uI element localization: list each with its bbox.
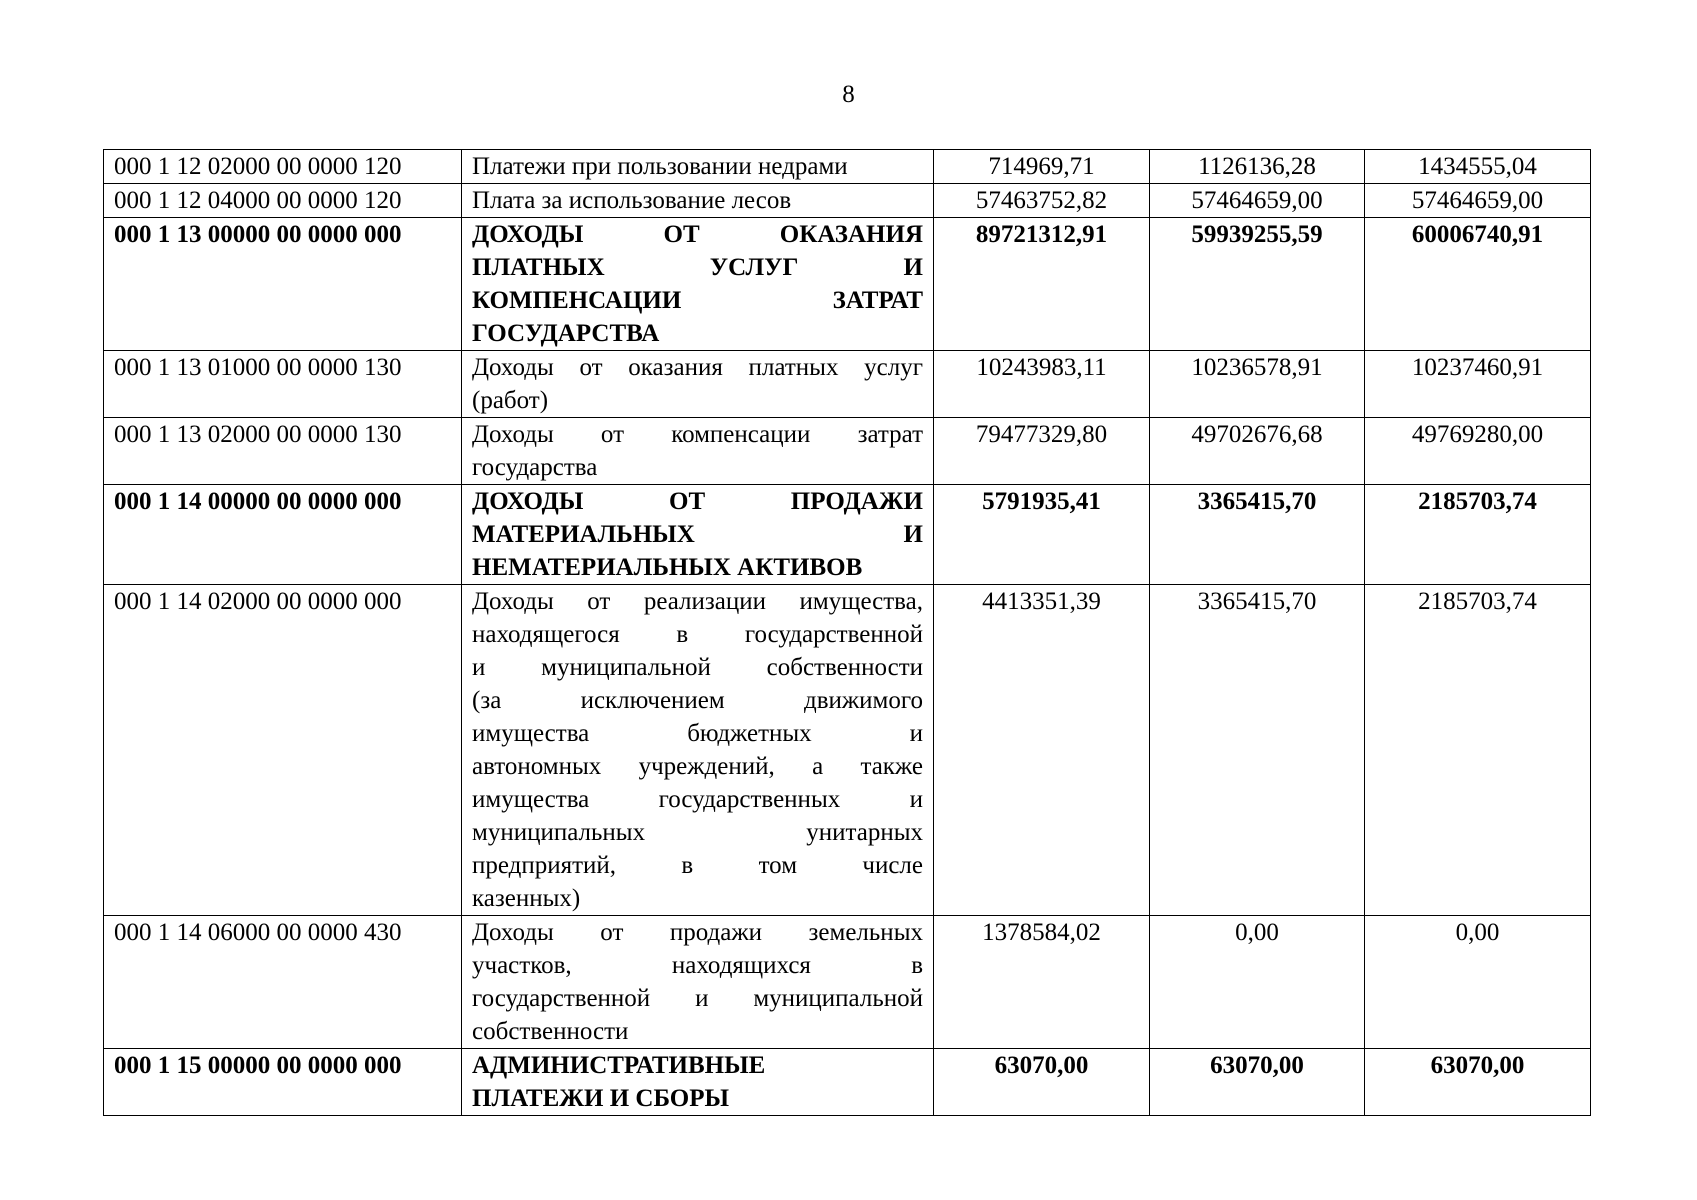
amount-year-1: 714969,71 [934,150,1150,184]
description-line: и муниципальной собственности [472,654,923,681]
amount-year-2: 49702676,68 [1150,418,1365,485]
amount-year-3: 2185703,74 [1365,485,1591,585]
classification-code: 000 1 12 04000 00 0000 120 [104,184,462,218]
description-line: Доходы от оказания платных услуг [472,354,923,381]
description-line: (за исключением движимого [472,687,923,714]
classification-code: 000 1 14 02000 00 0000 000 [104,585,462,916]
table-row [104,351,1591,418]
table-row [104,585,1591,916]
classification-code: 000 1 13 02000 00 0000 130 [104,418,462,485]
classification-code: 000 1 14 00000 00 0000 000 [104,485,462,585]
description-line: предприятий, в том числе [472,852,923,879]
description-line: Доходы от продажи земельных [472,919,923,946]
table-row [104,184,1591,218]
amount-year-1: 89721312,91 [934,218,1150,351]
table-row [104,150,1591,184]
classification-code: 000 1 14 06000 00 0000 430 [104,916,462,1049]
revenue-description [462,1049,934,1116]
revenue-description [462,916,934,1049]
amount-year-2: 0,00 [1150,916,1365,1049]
table-row [104,218,1591,351]
revenue-description [462,150,934,184]
amount-year-2: 63070,00 [1150,1049,1365,1116]
amount-year-2: 10236578,91 [1150,351,1365,418]
amount-year-1: 1378584,02 [934,916,1150,1049]
revenue-description [462,218,934,351]
amount-year-1: 57463752,82 [934,184,1150,218]
revenue-description [462,585,934,916]
table-row [104,485,1591,585]
revenue-table-body [104,150,1591,1116]
amount-year-2: 3365415,70 [1150,485,1365,585]
classification-code: 000 1 12 02000 00 0000 120 [104,150,462,184]
table-row [104,1049,1591,1116]
amount-year-3: 1434555,04 [1365,150,1591,184]
description-line: НЕМАТЕРИАЛЬНЫХ АКТИВОВ [472,554,863,581]
amount-year-3: 57464659,00 [1365,184,1591,218]
description-line: государства [472,454,598,481]
description-line: собственности [472,1018,629,1045]
description-line: государственной и муниципальной [472,985,923,1012]
classification-code: 000 1 13 00000 00 0000 000 [104,218,462,351]
amount-year-3: 10237460,91 [1365,351,1591,418]
amount-year-3: 0,00 [1365,916,1591,1049]
description-line: автономных учреждений, а также [472,753,923,780]
amount-year-3: 60006740,91 [1365,218,1591,351]
page-number: 8 [842,81,855,108]
description-line: ПЛАТНЫХ УСЛУГ И [472,254,923,281]
description-line: (работ) [472,387,549,414]
amount-year-1: 5791935,41 [934,485,1150,585]
amount-year-1: 4413351,39 [934,585,1150,916]
revenue-table [103,149,1591,1116]
classification-code: 000 1 13 01000 00 0000 130 [104,351,462,418]
description-line: находящегося в государственной [472,621,923,648]
amount-year-2: 1126136,28 [1150,150,1365,184]
table-row [104,418,1591,485]
table-row [104,916,1591,1049]
description-line: Платежи при пользовании недрами [472,153,848,180]
amount-year-2: 3365415,70 [1150,585,1365,916]
description-line: КОМПЕНСАЦИИ ЗАТРАТ [472,287,923,314]
revenue-description [462,351,934,418]
description-line: Доходы от реализации имущества, [472,588,923,615]
amount-year-1: 79477329,80 [934,418,1150,485]
amount-year-3: 49769280,00 [1365,418,1591,485]
amount-year-2: 59939255,59 [1150,218,1365,351]
amount-year-1: 63070,00 [934,1049,1150,1116]
revenue-description [462,184,934,218]
description-line: казенных) [472,885,581,912]
amount-year-3: 2185703,74 [1365,585,1591,916]
amount-year-2: 57464659,00 [1150,184,1365,218]
description-line: ГОСУДАРСТВА [472,320,660,347]
description-line: ДОХОДЫ ОТ ОКАЗАНИЯ [472,221,923,248]
classification-code: 000 1 15 00000 00 0000 000 [104,1049,462,1116]
revenue-description [462,485,934,585]
description-line: имущества государственных и [472,786,923,813]
description-line: муниципальных унитарных [472,819,923,846]
description-line: Плата за использование лесов [472,187,792,214]
revenue-description [462,418,934,485]
description-line: ДОХОДЫ ОТ ПРОДАЖИ [472,488,923,515]
description-line: МАТЕРИАЛЬНЫХ И [472,521,923,548]
description-line: Доходы от компенсации затрат [472,421,923,448]
description-line: ПЛАТЕЖИ И СБОРЫ [472,1085,730,1112]
description-line: АДМИНИСТРАТИВНЫЕ [472,1052,766,1079]
description-line: участков, находящихся в [472,952,923,979]
description-line: имущества бюджетных и [472,720,923,747]
amount-year-3: 63070,00 [1365,1049,1591,1116]
amount-year-1: 10243983,11 [934,351,1150,418]
